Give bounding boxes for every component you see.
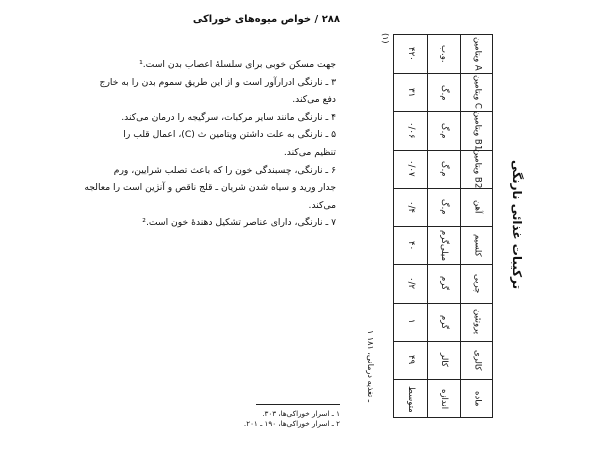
corner-note: (۱) bbox=[381, 33, 390, 44]
table-cell-value-text: ۴۰ bbox=[405, 240, 416, 250]
table-cell-unit bbox=[427, 35, 460, 73]
table-cell-unit bbox=[427, 188, 460, 226]
table-cell-value bbox=[394, 188, 427, 226]
table-cell-unit-text: و.ب. bbox=[438, 45, 449, 63]
table-cell-name-text: چربی bbox=[472, 273, 483, 294]
table-cell-value bbox=[394, 150, 427, 188]
table-cell-name-text: کالری bbox=[472, 349, 483, 371]
body-text bbox=[6, 56, 336, 232]
table-cell-value-text: ۴۹ bbox=[405, 355, 416, 365]
table-cell-name-text: ویتامین B1 bbox=[472, 110, 483, 151]
table-cell-name-text: ویتامین B2 bbox=[472, 148, 483, 189]
table-cell-unit bbox=[427, 341, 460, 379]
side-footnote: ۱ ـ تغذیه درمانی، ۱۸۱ bbox=[366, 330, 375, 403]
table-cell-name-text: کلسیم bbox=[472, 233, 483, 257]
table-cell-value bbox=[394, 226, 427, 264]
table-cell-unit bbox=[427, 73, 460, 111]
paragraph-line: می‌کند. bbox=[308, 199, 336, 211]
paragraph-line: دفع می‌کند. bbox=[292, 94, 336, 106]
page-header: ۲۸۸ / خواص میوه‌های خوراکی bbox=[192, 14, 340, 25]
table-cell-value bbox=[394, 73, 427, 111]
table-cell-value-text: ۰/۲ bbox=[405, 277, 416, 290]
table-cell-name bbox=[460, 35, 494, 73]
table-cell-unit bbox=[427, 150, 460, 188]
footnote: ۲ ـ اسرار خوراکی‌ها، ۱۹۰ ـ ۲۰۱. bbox=[243, 419, 340, 428]
table-cell-name bbox=[460, 303, 494, 341]
paragraph-line: جدار ورید و سیاه شدن شریان ـ قلج ناقص و آنژین است را معالجه bbox=[84, 182, 336, 194]
table-cell-unit-text: کالر bbox=[438, 352, 449, 367]
table-cell-name bbox=[460, 111, 494, 149]
table-header-label bbox=[427, 379, 460, 419]
table-cell-name bbox=[460, 341, 494, 379]
table-cell-value-text: ۰/۰۷ bbox=[405, 160, 416, 178]
table-cell-unit-text: م.گ bbox=[438, 122, 449, 139]
table-header-item bbox=[460, 379, 494, 419]
table-cell-unit-text: م.گ bbox=[438, 199, 449, 215]
table-cell-name bbox=[460, 226, 494, 264]
table-header-sub bbox=[394, 379, 427, 419]
table-cell-unit-text: م.گ bbox=[438, 160, 449, 177]
paragraph-line: ۶ ـ نارنگی، چسبندگی خون را که باعث تصلب شرایین، ورم bbox=[113, 164, 336, 176]
table-cell-unit bbox=[427, 111, 460, 149]
table-cell-name bbox=[460, 150, 494, 188]
footnotes bbox=[160, 409, 340, 429]
table-cell-unit bbox=[427, 303, 460, 341]
table-cell-value-text: ۰/۴ bbox=[405, 200, 416, 213]
table-cell-unit bbox=[427, 264, 460, 302]
table-cell-unit-text: گرم bbox=[438, 314, 449, 329]
footnote-rule bbox=[256, 404, 340, 405]
table-cell-unit-text: میلی‌گرم bbox=[438, 229, 449, 261]
table-header-label-text: اندازه bbox=[438, 388, 449, 410]
paragraph-line: ۷ ـ نارنگی، دارای عناصر تشکیل دهندهٔ خون است.² bbox=[142, 217, 336, 229]
table-cell-value bbox=[394, 35, 427, 73]
table-cell-unit-text: گرم bbox=[438, 276, 449, 291]
table-cell-name bbox=[460, 73, 494, 111]
table-cell-value bbox=[394, 111, 427, 149]
table-title: ترکیبات غذائی نارنگی bbox=[510, 160, 524, 290]
table-cell-name bbox=[460, 264, 494, 302]
footnote: ۱ ـ اسرار خوراکی‌ها، ۳۰۳. bbox=[262, 409, 340, 418]
table-cell-unit bbox=[427, 226, 460, 264]
paragraph-line: جهت مسکن خوبی برای سلسلهٔ اعصاب بدن است.¹ bbox=[139, 59, 336, 70]
table-cell-value-text: ۳۱ bbox=[405, 87, 416, 97]
table-cell-name-text: پروتئین bbox=[472, 309, 483, 335]
table-cell-name bbox=[460, 188, 494, 226]
table-header-item-text: ماده bbox=[472, 391, 483, 407]
table-cell-value bbox=[394, 303, 427, 341]
paragraph-line: ۳ ـ نارنگی ادرارآور است و از این طریق سموم بدن را به خارج bbox=[99, 76, 336, 88]
table-header-sub-text: متوسط bbox=[405, 385, 416, 413]
table-cell-value bbox=[394, 264, 427, 302]
table-cell-value bbox=[394, 341, 427, 379]
table-cell-name-text: ویتامین A bbox=[472, 37, 483, 72]
paragraph-line: تنظیم می‌کند. bbox=[283, 146, 336, 158]
paragraph-line: ۴ ـ نارنگی مانند سایر مرکبات، سرگیجه را درمان می‌کند. bbox=[121, 111, 336, 123]
table-cell-value-text: ۰/۰۶ bbox=[405, 122, 416, 139]
paragraph-line: ۵ ـ نارنگی به علت داشتن ویتامین ث (C)، اعمال قلب را bbox=[123, 129, 336, 141]
table-cell-value-text: ۱ bbox=[405, 319, 416, 324]
table-cell-value-text: ۴۲۰ bbox=[405, 47, 416, 61]
table-cell-name-text: ویتامین C bbox=[472, 75, 483, 110]
table-cell-name-text: آهن bbox=[472, 200, 483, 214]
nutrition-table bbox=[393, 34, 493, 418]
table-cell-unit-text: م.گ bbox=[438, 84, 449, 101]
